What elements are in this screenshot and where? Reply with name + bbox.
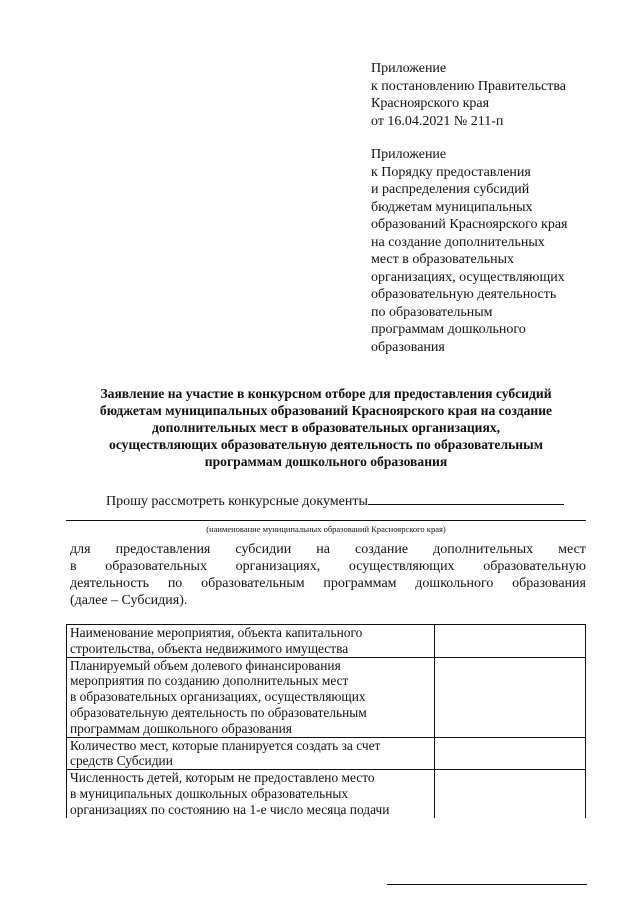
municipality-name-field[interactable]	[368, 491, 564, 505]
title-line: дополнительных мест в образовательных организациях,	[151, 420, 501, 435]
procedure-line: образования	[371, 339, 445, 355]
purpose-word: организациях,	[235, 559, 321, 574]
table-label-line: Планируемый объем долевого финансирования	[70, 657, 341, 673]
purpose-word: образовательную	[483, 559, 586, 574]
procedure-line: образований Красноярского края	[371, 217, 568, 232]
purpose-word: для	[70, 542, 91, 557]
table-label-line: программам дошкольного образования	[70, 720, 292, 736]
table-value-cell[interactable]	[435, 770, 586, 818]
table-row-label	[67, 737, 435, 770]
approval-line: Красноярского края	[371, 96, 490, 111]
purpose-line-3	[70, 575, 586, 592]
document-title	[62, 385, 590, 470]
table-row-label	[67, 770, 435, 818]
table-label-line: организациях по состоянию на 1-е число месяца подачи	[70, 801, 390, 817]
approval-line: Приложение	[371, 61, 447, 76]
procedure-line: мест в образовательных	[371, 252, 515, 267]
purpose-word: образования	[512, 576, 586, 591]
request-text: Прошу рассмотреть конкурсные документы	[106, 494, 368, 509]
purpose-word: на	[316, 542, 330, 557]
application-info-table	[66, 624, 586, 818]
purpose-word: дошкольного	[415, 576, 494, 591]
table-value-cell[interactable]	[435, 625, 586, 658]
title-line: бюджетам муниципальных образований Красноярского края на создание	[99, 403, 553, 418]
title-line: Заявление на участие в конкурсном отборе для предоставления субсидий	[100, 386, 552, 401]
purpose-word: по	[167, 576, 183, 591]
table-label-line: Наименование мероприятия, объекта капитального	[70, 625, 363, 640]
purpose-line-2	[70, 558, 586, 575]
table-label-line: строительства, объекта недвижимого имущества	[70, 640, 349, 656]
purpose-word: в	[70, 559, 77, 574]
procedure-line: программам дошкольного	[371, 322, 526, 337]
page-footer-rule	[387, 884, 587, 885]
purpose-word: мест	[558, 542, 586, 557]
purpose-word: создание	[355, 542, 409, 557]
purpose-paragraph	[70, 541, 586, 609]
procedure-line: бюджетам муниципальных	[371, 199, 533, 215]
municipality-name-caption: (наименование муниципальных образований Красноярского края)	[206, 524, 446, 534]
table-label-line: в муниципальных дошкольных образовательных	[70, 785, 349, 801]
approval-line: к постановлению Правительства	[371, 78, 567, 94]
municipality-name-underline	[66, 520, 586, 521]
purpose-line-1	[70, 541, 586, 558]
procedure-line: Приложение	[371, 147, 447, 162]
table-row-label	[67, 657, 435, 737]
procedure-line: по образовательным	[371, 304, 493, 320]
table-label-line: образовательную деятельность по образовательным	[70, 704, 367, 720]
table-row	[67, 625, 586, 658]
table-label-line: средств Субсидии	[70, 753, 173, 769]
purpose-word: предоставления	[115, 542, 211, 557]
request-line	[106, 491, 586, 510]
table-row	[67, 657, 586, 737]
purpose-word: осуществляющих	[348, 559, 455, 574]
table-row	[67, 737, 586, 770]
table-value-cell[interactable]	[435, 657, 586, 737]
procedure-line: на создание дополнительных	[371, 234, 545, 250]
procedure-attachment-header	[371, 146, 621, 356]
purpose-word: дополнительных	[433, 542, 534, 557]
purpose-word: образовательных	[105, 559, 207, 574]
table-value-cell[interactable]	[435, 737, 586, 770]
table-row-label	[67, 625, 435, 658]
table-label-line: Количество мест, которые планируется создать за счет	[70, 737, 381, 753]
approval-line: от 16.04.2021 № 211-п	[371, 113, 504, 129]
table-label-line: мероприятия по созданию дополнительных мест	[70, 673, 349, 689]
procedure-line: к Порядку предоставления	[371, 164, 531, 180]
purpose-word: программам	[323, 576, 397, 591]
purpose-line-4: (далее – Субсидия).	[70, 593, 188, 608]
purpose-word: деятельность	[70, 576, 150, 591]
table-label-line: Численность детей, которым не предоставлено место	[70, 770, 375, 786]
purpose-word: образовательным	[201, 576, 305, 591]
procedure-line: организациях, осуществляющих	[371, 269, 565, 285]
table-label-line: в образовательных организациях, осуществляющих	[70, 689, 366, 705]
table-row	[67, 770, 586, 818]
procedure-line: образовательную деятельность	[371, 287, 557, 302]
title-line: программам дошкольного образования	[204, 454, 448, 469]
purpose-word: субсидии	[235, 542, 292, 557]
title-line: осуществляющих образовательную деятельность по образовательным	[109, 437, 543, 452]
approval-attachment-header	[371, 60, 621, 130]
procedure-line: и распределения субсидий	[371, 182, 530, 197]
